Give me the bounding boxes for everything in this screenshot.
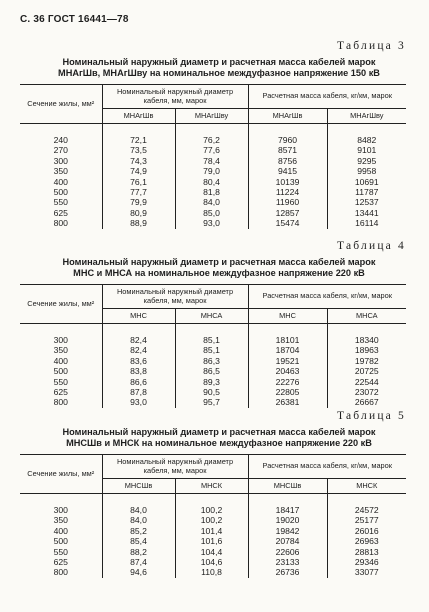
header-section: Сечение жилы, мм² bbox=[20, 285, 102, 324]
mass-cell-2: 16114 bbox=[327, 218, 406, 228]
subheader-diameter-1: МНСШв bbox=[102, 479, 175, 494]
diameter-cell-1: 93,0 bbox=[102, 397, 175, 407]
table-label: Таблица 3 bbox=[337, 40, 406, 52]
mass-cell-2: 12537 bbox=[327, 197, 406, 207]
diameter-cell-2: 78,4 bbox=[175, 156, 248, 166]
diameter-cell-2: 100,2 bbox=[175, 515, 248, 525]
mass-cell-2: 9295 bbox=[327, 156, 406, 166]
diameter-cell-1: 85,2 bbox=[102, 526, 175, 536]
diameter-cell-2: 81,8 bbox=[175, 187, 248, 197]
section-cell: 500 bbox=[53, 187, 68, 198]
subheader-diameter-2: МНАгШву bbox=[175, 109, 248, 124]
diameter-cell-2: 110,8 bbox=[175, 567, 248, 577]
mass-cell-1: 12857 bbox=[248, 208, 327, 218]
diameter-cell-1: 74,9 bbox=[102, 166, 175, 176]
table-row bbox=[20, 197, 406, 207]
diameter-cell-1: 76,1 bbox=[102, 177, 175, 187]
table-title-line-1: Номинальный наружный диаметр и расчетная масса кабелей марок bbox=[62, 257, 376, 267]
header-section: Сечение жилы, мм² bbox=[20, 455, 102, 494]
table-title-line-1: Номинальный наружный диаметр и расчетная масса кабелей марок bbox=[62, 427, 376, 437]
diameter-cell-1: 84,0 bbox=[102, 515, 175, 525]
section-cell: 550 bbox=[53, 376, 68, 387]
section-cell: 400 bbox=[53, 355, 68, 366]
diameter-cell-2: 104,4 bbox=[175, 547, 248, 557]
mass-cell-2: 9101 bbox=[327, 145, 406, 155]
mass-cell-2: 18963 bbox=[327, 345, 406, 355]
mass-cell-2: 26963 bbox=[327, 536, 406, 546]
table-row bbox=[20, 387, 406, 397]
mass-cell-1: 20463 bbox=[248, 366, 327, 376]
table-title-line-2: МНСШв и МНСК на номинальное междуфазное напряжение 220 кВ bbox=[66, 438, 372, 448]
section-cell: 300 bbox=[53, 335, 68, 345]
diameter-cell-1: 87,8 bbox=[102, 387, 175, 397]
subheader-diameter-2: МНСК bbox=[175, 479, 248, 494]
section-cell: 800 bbox=[53, 567, 68, 578]
diameter-cell-1: 73,5 bbox=[102, 145, 175, 155]
mass-cell-2: 10691 bbox=[327, 177, 406, 187]
mass-cell-1: 8756 bbox=[248, 156, 327, 166]
mass-cell-2: 9958 bbox=[327, 166, 406, 176]
table-row bbox=[20, 547, 406, 557]
mass-cell-2: 24572 bbox=[327, 494, 406, 516]
mass-cell-1: 20784 bbox=[248, 536, 327, 546]
table-title-line-2: МНС и МНСА на номинальное междуфазное напряжение 220 кВ bbox=[73, 268, 365, 278]
table-row bbox=[20, 515, 406, 525]
mass-cell-2: 22544 bbox=[327, 377, 406, 387]
section-cell: 400 bbox=[53, 176, 68, 187]
diameter-cell-1: 85,4 bbox=[102, 536, 175, 546]
mass-cell-1: 8571 bbox=[248, 145, 327, 155]
mass-cell-2: 26667 bbox=[327, 397, 406, 407]
diameter-cell-2: 86,5 bbox=[175, 366, 248, 376]
mass-cell-1: 18417 bbox=[248, 494, 327, 516]
table-row bbox=[20, 536, 406, 546]
diameter-cell-1: 82,4 bbox=[102, 345, 175, 355]
table-label: Таблица 4 bbox=[337, 240, 406, 252]
diameter-cell-1: 74,3 bbox=[102, 156, 175, 166]
mass-cell-1: 19521 bbox=[248, 356, 327, 366]
diameter-cell-2: 84,0 bbox=[175, 197, 248, 207]
mass-cell-2: 11787 bbox=[327, 187, 406, 197]
mass-cell-1: 23133 bbox=[248, 557, 327, 567]
table-row bbox=[20, 177, 406, 187]
table-row bbox=[20, 324, 406, 346]
data-table bbox=[20, 454, 406, 578]
header-section: Сечение жилы, мм² bbox=[20, 85, 102, 124]
table-label: Таблица 5 bbox=[337, 410, 406, 422]
section-cell: 350 bbox=[53, 515, 68, 526]
table-row bbox=[20, 526, 406, 536]
diameter-cell-1: 83,6 bbox=[102, 356, 175, 366]
table-4-block bbox=[20, 240, 406, 408]
diameter-cell-2: 85,1 bbox=[175, 345, 248, 355]
mass-cell-1: 15474 bbox=[248, 218, 327, 228]
subheader-mass-2: МНСК bbox=[327, 479, 406, 494]
mass-cell-1: 7960 bbox=[248, 124, 327, 146]
diameter-cell-2: 100,2 bbox=[175, 494, 248, 516]
table-row bbox=[20, 166, 406, 176]
subheader-mass-2: МНСА bbox=[327, 309, 406, 324]
table-title bbox=[20, 257, 406, 279]
diameter-cell-2: 95,7 bbox=[175, 397, 248, 407]
mass-cell-2: 8482 bbox=[327, 124, 406, 146]
diameter-cell-2: 80,4 bbox=[175, 177, 248, 187]
mass-cell-1: 26381 bbox=[248, 397, 327, 407]
diameter-cell-1: 82,4 bbox=[102, 324, 175, 346]
mass-cell-2: 19782 bbox=[327, 356, 406, 366]
mass-cell-2: 18340 bbox=[327, 324, 406, 346]
table-row bbox=[20, 345, 406, 355]
mass-cell-2: 13441 bbox=[327, 208, 406, 218]
table-row bbox=[20, 397, 406, 407]
table-row bbox=[20, 567, 406, 577]
diameter-cell-1: 87,4 bbox=[102, 557, 175, 567]
section-cell: 350 bbox=[53, 166, 68, 177]
table-5-block bbox=[20, 410, 406, 578]
mass-cell-2: 33077 bbox=[327, 567, 406, 577]
section-cell: 550 bbox=[53, 197, 68, 208]
subheader-mass-1: МНСШв bbox=[248, 479, 327, 494]
data-table bbox=[20, 84, 406, 229]
diameter-cell-2: 76,2 bbox=[175, 124, 248, 146]
mass-cell-1: 22276 bbox=[248, 377, 327, 387]
header-mass-group: Расчетная масса кабеля, кг/км, марок bbox=[248, 285, 406, 309]
mass-cell-1: 26736 bbox=[248, 567, 327, 577]
table-row bbox=[20, 187, 406, 197]
section-cell: 550 bbox=[53, 546, 68, 557]
header-diameter-group: Номинальный наружный диаметр кабеля, мм, марок bbox=[102, 455, 248, 479]
table-title bbox=[20, 57, 406, 79]
mass-cell-1: 19020 bbox=[248, 515, 327, 525]
mass-cell-1: 11960 bbox=[248, 197, 327, 207]
section-cell: 625 bbox=[53, 207, 68, 218]
diameter-cell-2: 79,0 bbox=[175, 166, 248, 176]
section-cell: 625 bbox=[53, 557, 68, 568]
header-diameter-group: Номинальный наружный диаметр кабеля, мм, марок bbox=[102, 285, 248, 309]
mass-cell-1: 22805 bbox=[248, 387, 327, 397]
diameter-cell-1: 79,9 bbox=[102, 197, 175, 207]
mass-cell-2: 25177 bbox=[327, 515, 406, 525]
section-cell: 300 bbox=[53, 155, 68, 166]
subheader-mass-2: МНАгШву bbox=[327, 109, 406, 124]
diameter-cell-2: 93,0 bbox=[175, 218, 248, 228]
mass-cell-2: 26016 bbox=[327, 526, 406, 536]
table-row bbox=[20, 156, 406, 166]
mass-cell-1: 10139 bbox=[248, 177, 327, 187]
subheader-diameter-2: МНСА bbox=[175, 309, 248, 324]
diameter-cell-2: 101,4 bbox=[175, 526, 248, 536]
subheader-mass-1: МНАгШв bbox=[248, 109, 327, 124]
mass-cell-2: 29346 bbox=[327, 557, 406, 567]
table-row bbox=[20, 377, 406, 387]
diameter-cell-2: 77,6 bbox=[175, 145, 248, 155]
table-row bbox=[20, 124, 406, 146]
diameter-cell-1: 86,6 bbox=[102, 377, 175, 387]
table-row bbox=[20, 218, 406, 228]
diameter-cell-1: 84,0 bbox=[102, 494, 175, 516]
section-cell: 300 bbox=[53, 505, 68, 515]
mass-cell-2: 20725 bbox=[327, 366, 406, 376]
table-title-line-2: МНАгШв, МНАгШву на номинальное междуфазное напряжение 150 кВ bbox=[58, 68, 380, 78]
diameter-cell-2: 85,0 bbox=[175, 208, 248, 218]
table-row bbox=[20, 145, 406, 155]
mass-cell-1: 18704 bbox=[248, 345, 327, 355]
mass-cell-2: 28813 bbox=[327, 547, 406, 557]
diameter-cell-2: 86,3 bbox=[175, 356, 248, 366]
table-title-line-1: Номинальный наружный диаметр и расчетная масса кабелей марок bbox=[62, 57, 376, 67]
mass-cell-1: 22606 bbox=[248, 547, 327, 557]
diameter-cell-1: 72,1 bbox=[102, 124, 175, 146]
section-cell: 800 bbox=[53, 218, 68, 229]
mass-cell-1: 11224 bbox=[248, 187, 327, 197]
section-cell: 500 bbox=[53, 536, 68, 547]
section-cell: 350 bbox=[53, 345, 68, 356]
section-cell: 240 bbox=[53, 135, 68, 145]
subheader-mass-1: МНС bbox=[248, 309, 327, 324]
header-diameter-group: Номинальный наружный диаметр кабеля, мм, марок bbox=[102, 85, 248, 109]
section-cell: 500 bbox=[53, 366, 68, 377]
table-title bbox=[20, 427, 406, 449]
section-cell: 400 bbox=[53, 525, 68, 536]
header-mass-group: Расчетная масса кабеля, кг/км, марок bbox=[248, 85, 406, 109]
section-cell: 800 bbox=[53, 397, 68, 408]
diameter-cell-1: 83,8 bbox=[102, 366, 175, 376]
section-cell: 625 bbox=[53, 387, 68, 398]
page-header: С. 36 ГОСТ 16441—78 bbox=[20, 14, 129, 25]
table-3-block bbox=[20, 40, 406, 229]
table-row bbox=[20, 356, 406, 366]
diameter-cell-1: 77,7 bbox=[102, 187, 175, 197]
table-row bbox=[20, 494, 406, 516]
table-row bbox=[20, 208, 406, 218]
diameter-cell-2: 101,6 bbox=[175, 536, 248, 546]
header-mass-group: Расчетная масса кабеля, кг/км, марок bbox=[248, 455, 406, 479]
table-row bbox=[20, 557, 406, 567]
section-cell: 270 bbox=[53, 145, 68, 156]
mass-cell-1: 18101 bbox=[248, 324, 327, 346]
diameter-cell-1: 80,9 bbox=[102, 208, 175, 218]
diameter-cell-2: 90,5 bbox=[175, 387, 248, 397]
diameter-cell-2: 104,6 bbox=[175, 557, 248, 567]
table-row bbox=[20, 366, 406, 376]
diameter-cell-1: 94,6 bbox=[102, 567, 175, 577]
diameter-cell-2: 89,3 bbox=[175, 377, 248, 387]
mass-cell-1: 9415 bbox=[248, 166, 327, 176]
subheader-diameter-1: МНАгШв bbox=[102, 109, 175, 124]
diameter-cell-2: 85,1 bbox=[175, 324, 248, 346]
mass-cell-1: 19842 bbox=[248, 526, 327, 536]
subheader-diameter-1: МНС bbox=[102, 309, 175, 324]
data-table bbox=[20, 284, 406, 408]
diameter-cell-1: 88,9 bbox=[102, 218, 175, 228]
mass-cell-2: 23072 bbox=[327, 387, 406, 397]
diameter-cell-1: 88,2 bbox=[102, 547, 175, 557]
